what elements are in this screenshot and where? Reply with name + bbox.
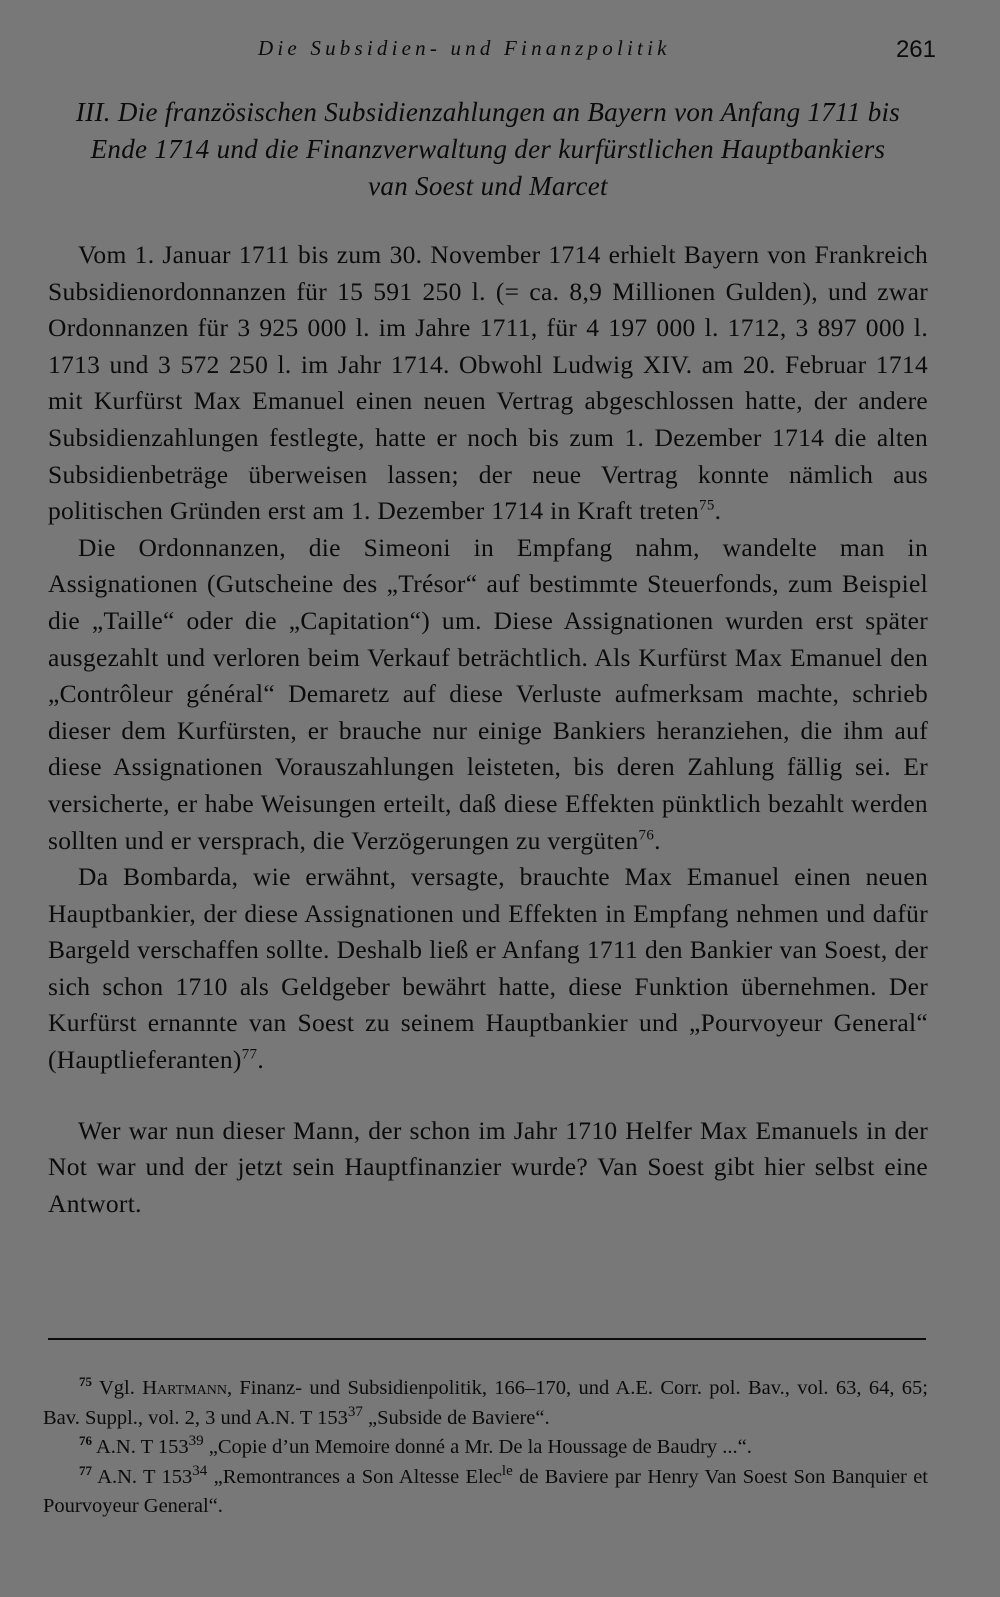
footnote-author: Hartmann xyxy=(142,1377,227,1399)
footnote-reference[interactable]: 76 xyxy=(638,827,655,843)
footnote-divider xyxy=(48,1338,926,1340)
footnote-superscript: 37 xyxy=(347,1403,363,1420)
body-text xyxy=(48,237,928,1222)
footnote-text: „Copie d’un Memoire donné a Mr. De la Houssage de Baudry ...“. xyxy=(203,1436,752,1458)
footnote-text: „Remontrances a Son Altesse Elec xyxy=(207,1465,502,1488)
section-heading xyxy=(48,94,928,205)
paragraph-text: Vom 1. Januar 1711 bis zum 30. November 1714 erhielt Bayern von Frankreich Subsidienordonnanzen für 15 591 250 l. (= ca. 8,9 Millionen Gulden), und zwar Ordonnanzen für 3 925 000 l. im Jahre 1711, für 4 197 000 l. 1712, 3 897 000 l. 1713 und 3 572 250 l. im Jahr 1714. Obwohl Ludwig XIV. am 20. Februar 1714 mit Kurfürst Max Emanuel einen neuen Vertrag abgeschlossen hatte, der andere Subsidienzahlungen festlegte, hatte er noch bis zum 1. Dezember 1714 die alten Subsidienbeträge überweisen lassen; der neue Vertrag konnte nämlich aus politischen Gründen erst am 1. Dezember 1714 in Kraft treten xyxy=(48,240,928,526)
footnote-77 xyxy=(43,1463,928,1522)
paragraph-1 xyxy=(48,237,928,530)
footnote-superscript: 39 xyxy=(188,1433,204,1450)
section-heading-line-1: III. Die französischen Subsidienzahlungen an Bayern von Anfang 1711 bis xyxy=(75,97,901,127)
footnote-superscript: 34 xyxy=(192,1462,208,1479)
paragraph-end: . xyxy=(257,1045,265,1075)
paragraph-text: Da Bombarda, wie erwähnt, versagte, brauchte Max Emanuel einen neuen Hauptbankier, der diese Assignationen und Effekten in Empfang nehmen und dafür Bargeld verschaffen sollte. Deshalb ließ er Anfang 1711 den Bankier van Soest, der sich schon 1710 als Geldgeber bewährt hatte, diese Funktion übernehmen. Der Kurfürst ernannte van Soest zu seinem Hauptbankier und „Pourvoyeur General“ (Hauptlieferanten) xyxy=(48,862,928,1075)
footnote-number: 76 xyxy=(79,1433,92,1449)
paragraph-text: Wer war nun dieser Mann, der schon im Jahr 1710 Helfer Max Emanuels in der Not war und der jetzt sein Hauptfinanzier wurde? Van Soest gibt hier selbst eine Antwort. xyxy=(48,1115,928,1218)
footnote-text: A.N. T 153 xyxy=(97,1465,193,1488)
paragraph-text: Die Ordonnanzen, die Simeoni in Empfang nahm, wandelte man in Assignationen (Gutscheine des „Trésor“ auf bestimmte Steuerfonds, zum Beispiel die „Taille“ oder die „Capitation“) um. Diese Assignationen wurden erst später ausgezahlt und verloren beim Verkauf beträchtlich. Als Kurfürst Max Emanuel den „Contrôleur général“ Demaretz auf diese Verluste aufmerksam machte, schrieb dieser dem Kurfürsten, er brauche nur einige Bankiers heranziehen, die ihm auf diese Assignationen Vorauszahlungen leisteten, bis deren Zahlung fällig sei. Er versicherte, er habe Weisungen erteilt, daß diese Effekten pünktlich bezahlt werden sollten und er versprach, die Verzögerungen zu vergüten xyxy=(48,532,928,855)
section-heading-line-2: Ende 1714 und die Finanzverwaltung der kurfürstlichen Hauptbankiers xyxy=(90,134,886,164)
footnote-75 xyxy=(43,1374,928,1433)
section-heading-line-3: van Soest und Marcet xyxy=(368,171,608,201)
paragraph-end: . xyxy=(654,825,661,855)
paragraph-3 xyxy=(48,859,928,1079)
footnote-text: de Baviere par Henry Van Soest Son Banquier et Pourvoyeur General“. xyxy=(43,1465,928,1517)
footnote-reference[interactable]: 75 xyxy=(699,497,715,514)
footnote-text: , Finanz- und Subsidienpolitik, 166–170, und A.E. Corr. pol. Bav., vol. 63, 64, 65; Bav. Suppl., vol. 2, 3 und A.N. T 153 xyxy=(43,1377,928,1429)
running-head-title: Die Subsidien- und Finanzpolitik xyxy=(258,36,671,60)
paragraph-4 xyxy=(48,1113,928,1223)
footnote-superscript: le xyxy=(501,1462,513,1479)
footnote-number: 75 xyxy=(79,1374,92,1390)
page-number: 261 xyxy=(895,36,936,63)
footnotes xyxy=(43,1374,928,1522)
paragraph-end: . xyxy=(714,496,722,526)
footnote-76 xyxy=(43,1433,928,1463)
paragraph-2 xyxy=(48,530,928,859)
running-head xyxy=(48,34,936,70)
footnote-text: „Subside de Baviere“. xyxy=(362,1406,550,1429)
footnote-text: Vgl. xyxy=(98,1377,143,1399)
footnote-number: 77 xyxy=(79,1462,92,1478)
footnote-reference[interactable]: 77 xyxy=(241,1046,258,1063)
footnote-text: A.N. T 153 xyxy=(96,1436,189,1458)
